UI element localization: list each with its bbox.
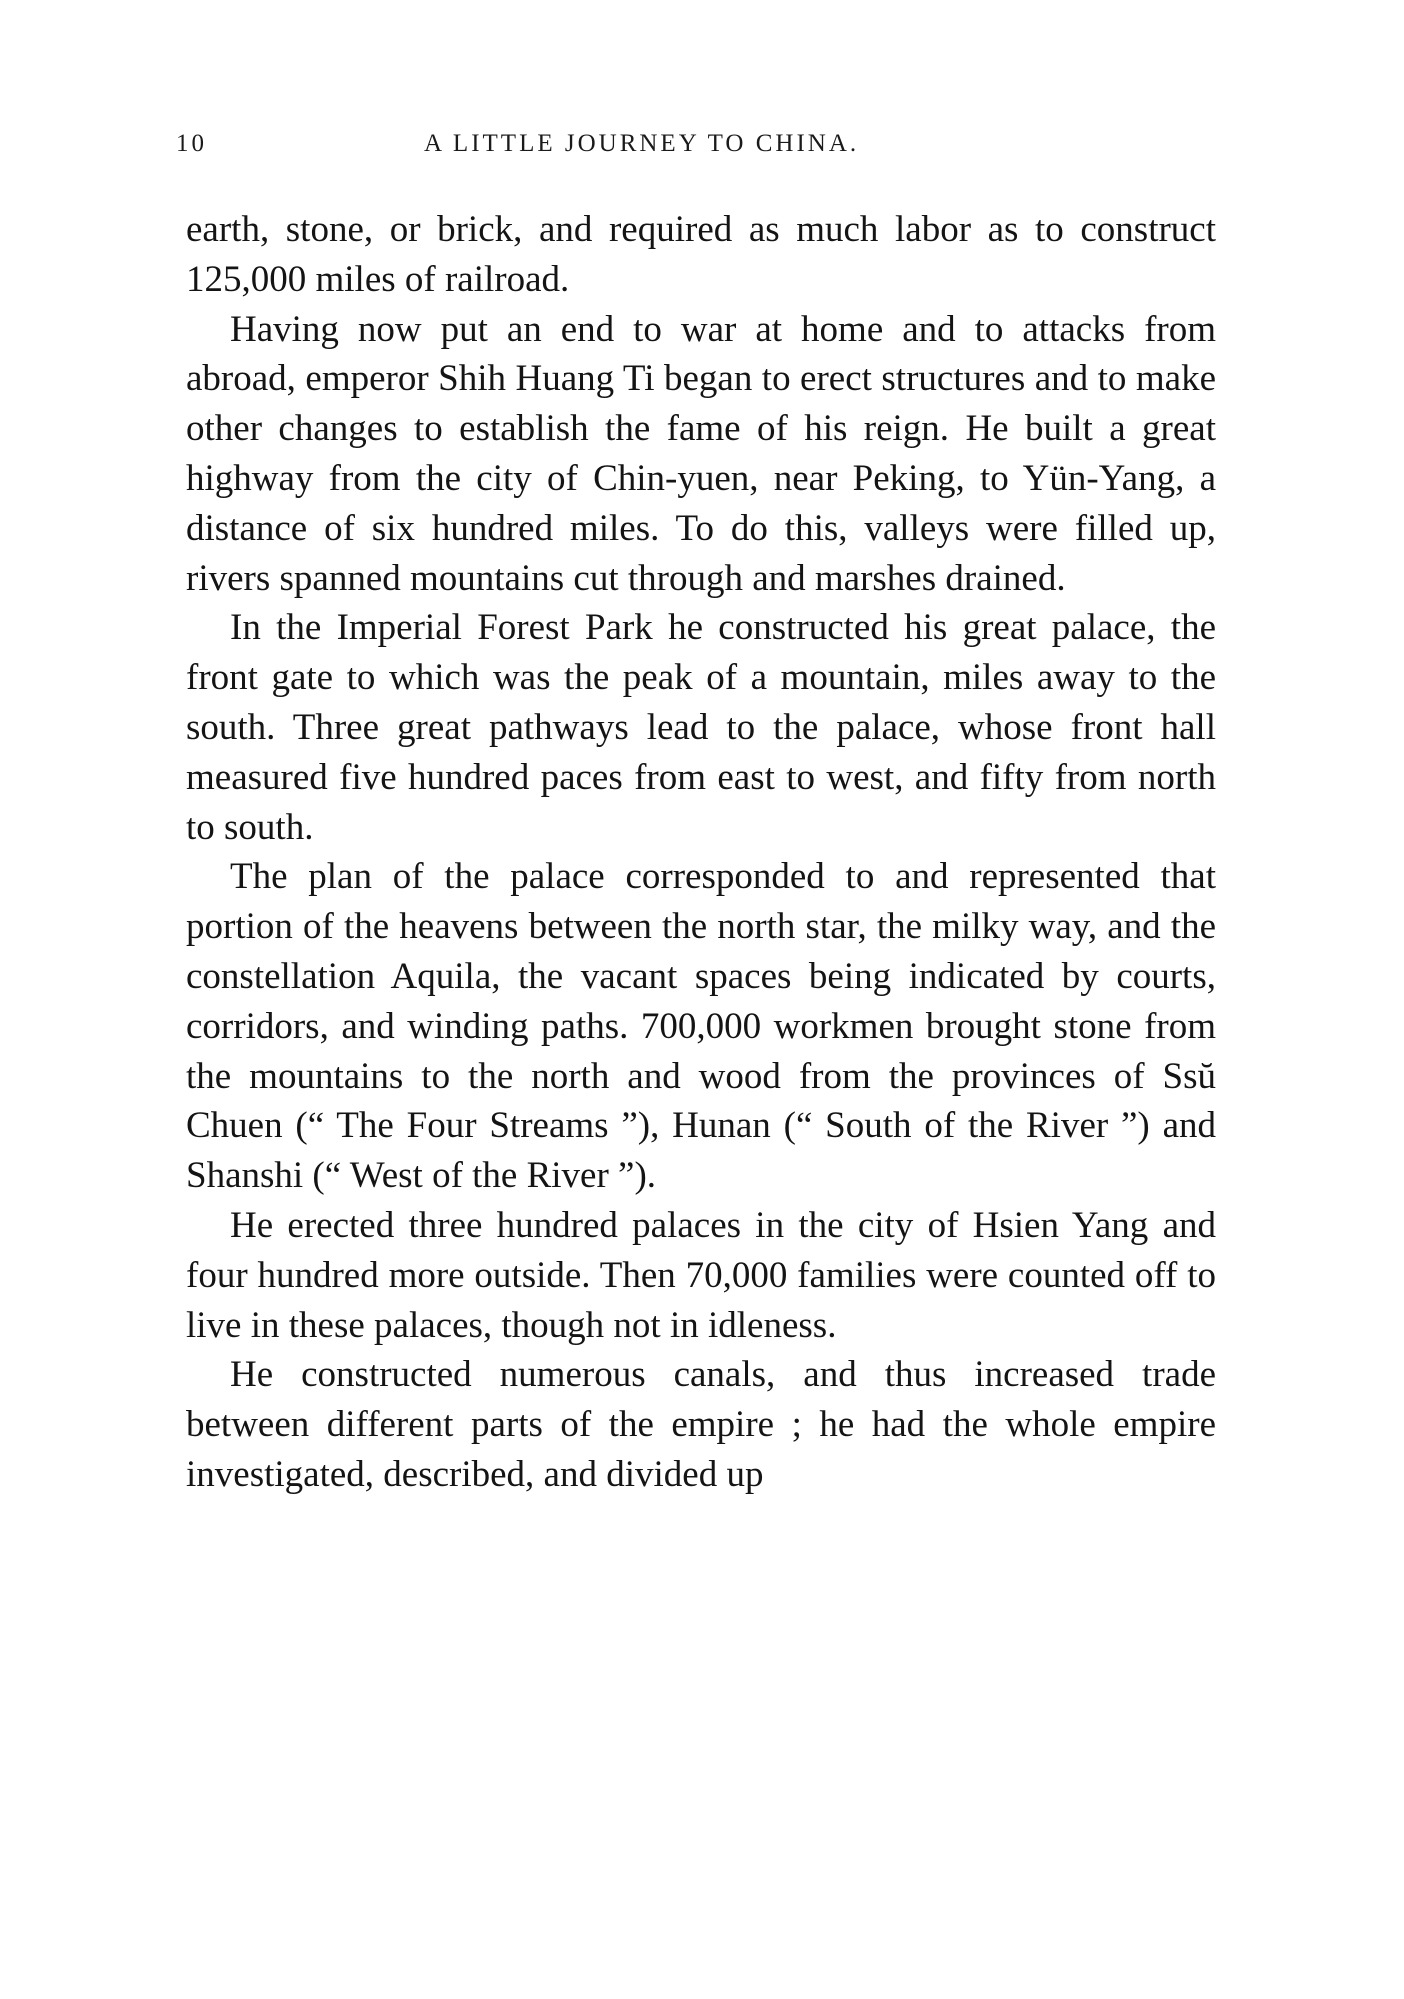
body-text — [186, 205, 1216, 1500]
paragraph: The plan of the palace corresponded to and represented that portion of the heavens between the north star, the milky way, and the constellation Aquila, the vacant spaces being indicated by courts, corridors, and winding paths. 700,000 workmen brought stone from the mountains to the north and wood from the provinces of Ssŭ Chuen (“ The Four Streams ”), Hunan (“ South of the River ”) and Shanshi (“ West of the River ”). — [186, 856, 1216, 1197]
paragraph: In the Imperial Forest Park he constructed his great palace, the front gate to which was the peak of a mountain, miles away to the south. Three great pathways lead to the palace, whose front hall measured five hundred paces from east to west, and fifty from north to south. — [186, 607, 1216, 848]
paragraph: He constructed numerous canals, and thus increased trade between different parts of the empire ; he had the whole empire investigated, described, and divided up — [186, 1354, 1216, 1495]
paragraph: He erected three hundred palaces in the city of Hsien Yang and four hundred more outside. Then 70,000 families were counted off to live in these palaces, though not in idleness. — [186, 1204, 1216, 1346]
paragraph-continued: earth, stone, or brick, and required as much labor as to construct 125,000 miles of railroad. — [186, 209, 1216, 300]
paragraph: Having now put an end to war at home and to attacks from abroad, emperor Shih Huang Ti began to erect structures and to make other changes to establish the fame of his reign. He built a great highway from the city of Chin-yuen, near Peking, to Yün-Yang, a distance of six hundred miles. To do this, valleys were filled up, rivers spanned mountains cut through and marshes drained. — [186, 308, 1216, 599]
running-title: A LITTLE JOURNEY TO CHINA. — [424, 130, 860, 157]
running-head — [176, 130, 1206, 166]
page-number: 10 — [176, 130, 207, 157]
